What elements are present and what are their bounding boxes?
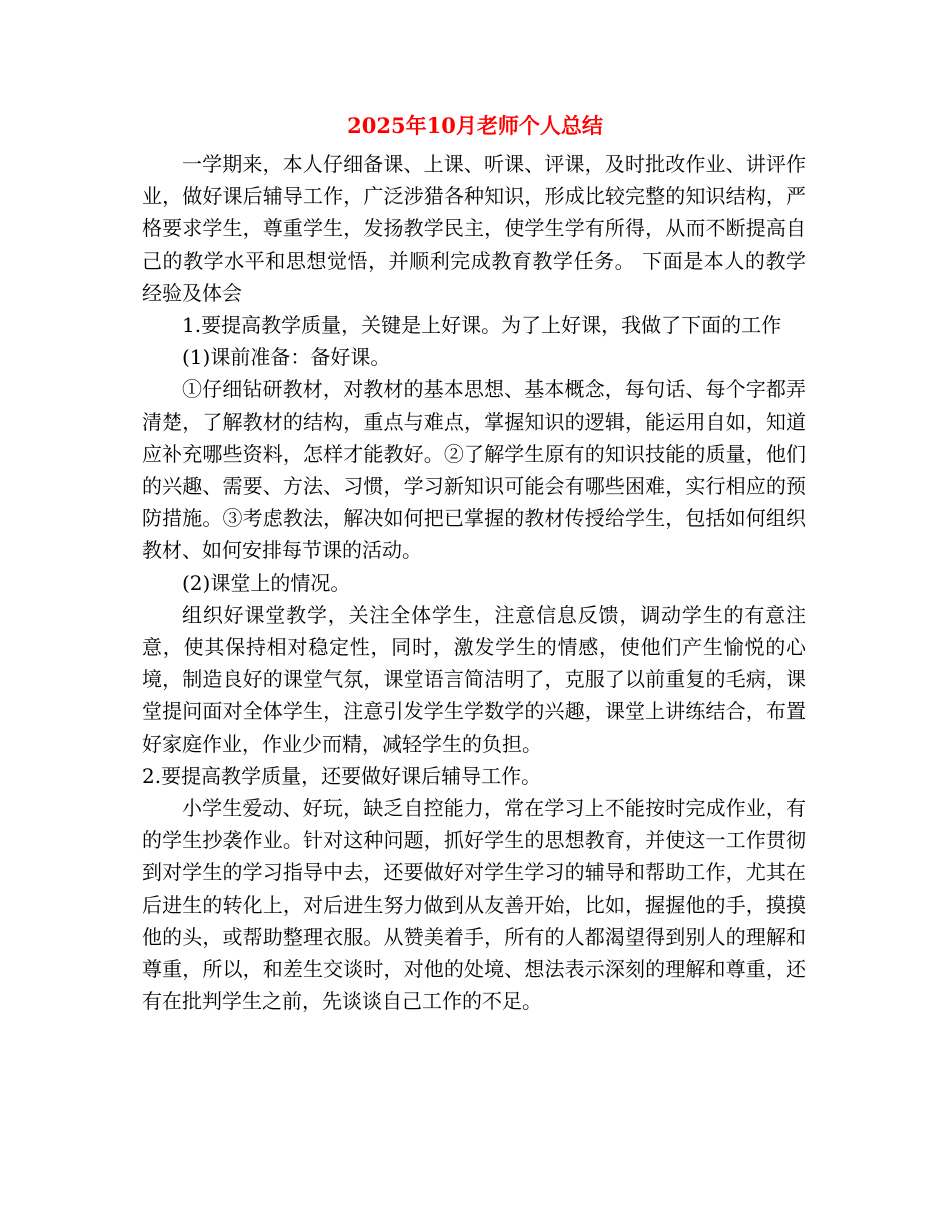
paragraph-after-class-tutoring: 小学生爱动、好玩，缺乏自控能力，常在学习上不能按时完成作业，有的学生抄袭作业。针对这种问题，抓好学生的思想教育，并使这一工作贯彻到对学生的学习指导中去，还要做好对学生学习的辅导和帮助工作，尤其在后进生的转化上，对后进生努力做到从友善开始，比如，握握他的手，摸摸他的头，或帮助整理衣服。从赞美着手，所有的人都渴望得到别人的理解和尊重，所以，和差生交谈时，对他的处境、想法表示深刻的理解和尊重，还有在批判学生之前，先谈谈自己工作的不足。 — [142, 796, 806, 1014]
paragraph-lesson-preparation: ①仔细钻研教材，对教材的基本思想、基本概念，每句话、每个字都弄清楚，了解教材的结构，重点与难点，掌握知识的逻辑，能运用自如，知道应补充哪些资料，怎样才能教好。②了解学生原有的知识技能的质量，他们的兴趣、需要、方法、习惯，学习新知识可能会有哪些困难，实行相应的预防措施。③考虑教法，解决如何把已掌握的教材传授给学生，包括如何组织教材、如何安排每节课的活动。 — [142, 377, 806, 563]
paragraph-section-2-heading: 2.要提高教学质量，还要做好课后辅导工作。 — [142, 763, 542, 788]
paragraph-subsection-2-heading: (2)课堂上的情况。 — [182, 570, 351, 595]
paragraph-classroom-teaching: 组织好课堂教学，关注全体学生，注意信息反馈，调动学生的有意注意，使其保持相对稳定性，同时，激发学生的情感，使他们产生愉悦的心境，制造良好的课堂气氛，课堂语言简洁明了，克服了以前重复的毛病，课堂提问面对全体学生，注意引发学生学数学的兴趣，课堂上讲练结合，布置好家庭作业，作业少而精，减轻学生的负担。 — [142, 602, 806, 756]
document-body — [142, 148, 806, 1017]
paragraph-intro: 一学期来，本人仔细备课、上课、听课、评课，及时批改作业、讲评作业，做好课后辅导工作，广泛涉猎各种知识，形成比较完整的知识结构，严格要求学生，尊重学生，发扬教学民主，使学生学有所得，从而不断提高自己的教学水平和思想觉悟，并顺利完成教育教学任务。 下面是本人的教学经验及体会 — [142, 152, 806, 305]
paragraph-subsection-1-heading: (1)课前准备：备好课。 — [182, 345, 391, 370]
document-title: 2025年10月老师个人总结 — [347, 113, 603, 138]
paragraph-section-1-heading: 1.要提高教学质量，关键是上好课。为了上好课，我做了下面的工作 — [182, 313, 782, 338]
